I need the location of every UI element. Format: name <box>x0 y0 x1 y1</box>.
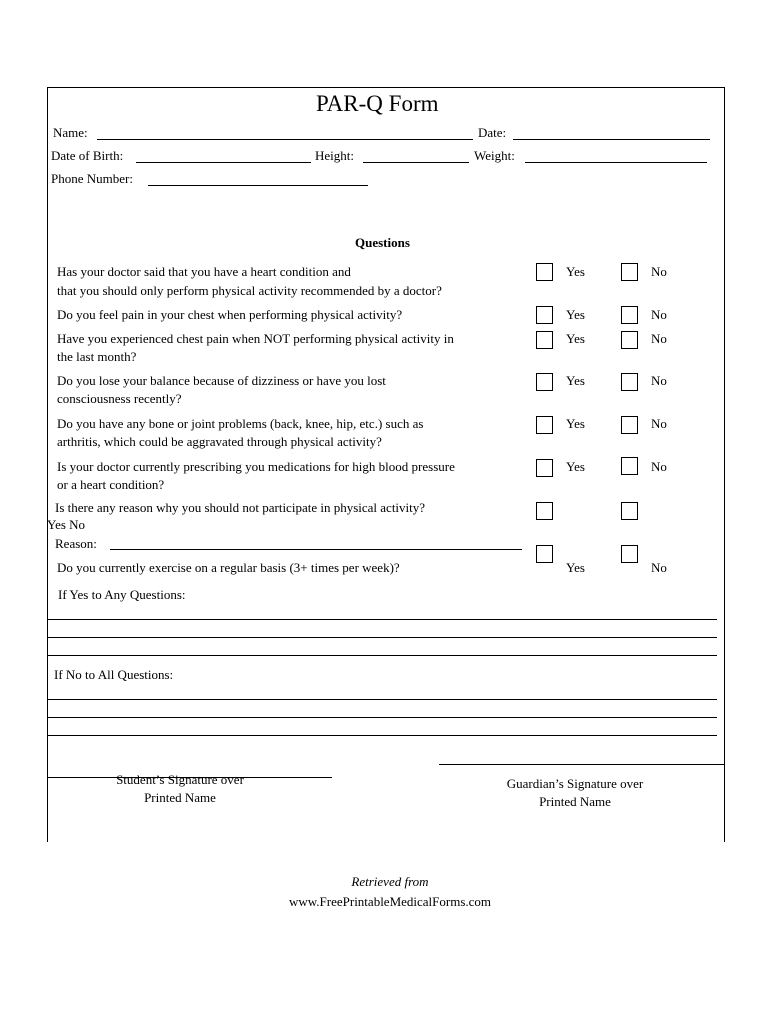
if-yes-line-3[interactable] <box>47 655 717 656</box>
weight-label: Weight: <box>474 148 515 163</box>
question-7-line1: Is there any reason why you should not participate in physical activity? <box>55 500 426 515</box>
if-no-label: If No to All Questions: <box>54 667 174 682</box>
reason-label: Reason: <box>55 536 97 551</box>
question-3-line1: Have you experienced chest pain when NOT performing physical activity in <box>57 331 454 346</box>
question-4-line1: Do you lose your balance because of dizziness or have you lost <box>57 373 386 388</box>
question-4-no-checkbox[interactable] <box>621 373 638 391</box>
question-3-no-checkbox[interactable] <box>621 331 638 349</box>
question-2-no-label: No <box>651 307 667 322</box>
question-8-yes-label: Yes <box>566 560 585 575</box>
phone-field[interactable] <box>148 185 368 186</box>
question-4-no-label: No <box>651 373 667 388</box>
question-7-no-checkbox[interactable] <box>621 502 638 520</box>
question-1-line1: Has your doctor said that you have a heart condition and <box>57 264 351 279</box>
if-no-line-3[interactable] <box>47 735 717 736</box>
questions-heading: Questions <box>355 235 410 250</box>
question-6-yes-label: Yes <box>566 459 585 474</box>
question-8-line1: Do you currently exercise on a regular basis (3+ times per week)? <box>57 560 400 575</box>
retrieved-from-text: Retrieved from <box>351 874 429 889</box>
question-2-yes-label: Yes <box>566 307 585 322</box>
if-yes-label: If Yes to Any Questions: <box>58 587 186 602</box>
name-label: Name: <box>53 125 88 140</box>
question-1-yes-checkbox[interactable] <box>536 263 553 281</box>
question-2-no-checkbox[interactable] <box>621 306 638 324</box>
if-no-line-1[interactable] <box>47 699 717 700</box>
question-6-no-label: No <box>651 459 667 474</box>
guardian-signature-line[interactable] <box>439 764 725 765</box>
name-field[interactable] <box>97 139 473 140</box>
weight-field[interactable] <box>525 162 707 163</box>
question-5-yes-checkbox[interactable] <box>536 416 553 434</box>
form-title: PAR-Q Form <box>316 91 439 116</box>
question-6-line1: Is your doctor currently prescribing you medications for high blood pressure <box>57 459 455 474</box>
question-5-no-checkbox[interactable] <box>621 416 638 434</box>
height-field[interactable] <box>363 162 469 163</box>
question-8-no-checkbox[interactable] <box>621 545 638 563</box>
question-2-yes-checkbox[interactable] <box>536 306 553 324</box>
question-5-yes-label: Yes <box>566 416 585 431</box>
question-3-yes-label: Yes <box>566 331 585 346</box>
guardian-signature-label-2: Printed Name <box>539 794 611 809</box>
question-6-no-checkbox[interactable] <box>621 457 638 475</box>
question-7-yes-checkbox[interactable] <box>536 502 553 520</box>
date-field[interactable] <box>513 139 710 140</box>
dob-label: Date of Birth: <box>51 148 124 163</box>
question-4-yes-label: Yes <box>566 373 585 388</box>
student-signature-label-2: Printed Name <box>144 790 216 805</box>
question-2-line1: Do you feel pain in your chest when performing physical activity? <box>57 307 403 322</box>
question-4-yes-checkbox[interactable] <box>536 373 553 391</box>
question-6-line2: or a heart condition? <box>57 477 165 492</box>
question-1-line2: that you should only perform physical activity recommended by a doctor? <box>57 283 442 298</box>
if-yes-line-1[interactable] <box>47 619 717 620</box>
dob-field[interactable] <box>136 162 311 163</box>
question-8-no-label: No <box>651 560 667 575</box>
if-yes-line-2[interactable] <box>47 637 717 638</box>
question-5-no-label: No <box>651 416 667 431</box>
question-1-no-label: No <box>651 264 667 279</box>
question-8-yes-checkbox[interactable] <box>536 545 553 563</box>
question-1-no-checkbox[interactable] <box>621 263 638 281</box>
if-no-line-2[interactable] <box>47 717 717 718</box>
question-5-line1: Do you have any bone or joint problems (back, knee, hip, etc.) such as <box>57 416 424 431</box>
question-3-line2: the last month? <box>57 349 137 364</box>
stray-yes-no-text: Yes No <box>47 517 86 532</box>
guardian-signature-label-1: Guardian’s Signature over <box>506 776 644 791</box>
height-label: Height: <box>315 148 354 163</box>
source-url-link[interactable]: www.FreePrintableMedicalForms.com <box>288 894 492 909</box>
question-6-yes-checkbox[interactable] <box>536 459 553 477</box>
question-3-yes-checkbox[interactable] <box>536 331 553 349</box>
question-4-line2: consciousness recently? <box>57 391 182 406</box>
phone-label: Phone Number: <box>51 171 133 186</box>
date-label: Date: <box>478 125 507 140</box>
question-3-no-label: No <box>651 331 667 346</box>
reason-field[interactable] <box>110 549 522 550</box>
student-signature-label-1: Student’s Signature over <box>116 772 244 787</box>
question-1-yes-label: Yes <box>566 264 585 279</box>
question-5-line2: arthritis, which could be aggravated through physical activity? <box>57 434 382 449</box>
